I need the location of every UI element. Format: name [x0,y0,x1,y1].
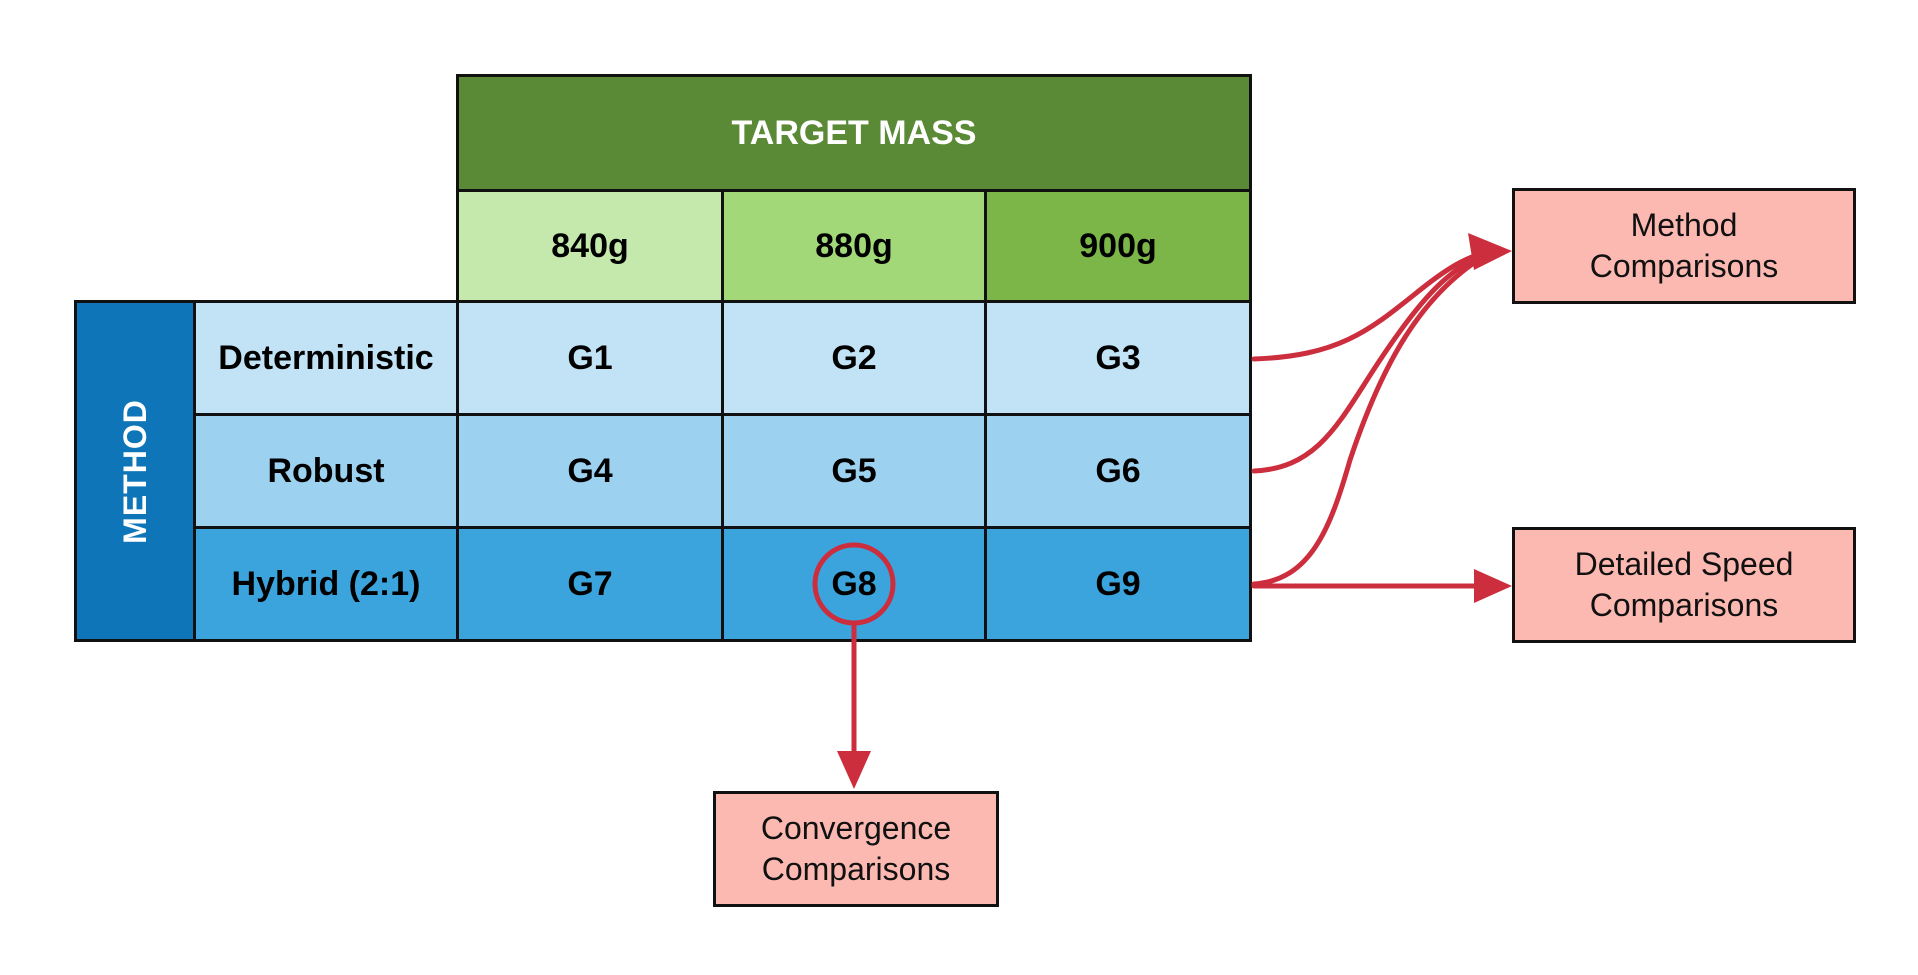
row-label-hybrid: Hybrid (2:1) [193,526,459,642]
cell-g7: G7 [456,526,724,642]
cell-g2: G2 [721,300,987,416]
column-header-900g: 900g [984,189,1252,303]
column-header-840g: 840g [456,189,724,303]
cell-g6: G6 [984,413,1252,529]
cell-g9: G9 [984,526,1252,642]
column-header-880g: 880g [721,189,987,303]
cell-g5: G5 [721,413,987,529]
row-label-robust: Robust [193,413,459,529]
cell-g8: G8 [721,526,987,642]
g8-highlight-circle [815,545,893,623]
cell-g1: G1 [456,300,724,416]
row-label-deterministic: Deterministic [193,300,459,416]
target-mass-label: TARGET MASS [731,113,977,152]
arrow-row2-to-method [1254,250,1495,471]
convergence-comparisons-box: Convergence Comparisons [713,791,999,907]
arrowhead-convergence [837,751,871,789]
arrowhead-speed [1474,569,1512,603]
method-label: METHOD [116,398,153,544]
arrow-row3-to-method [1254,250,1495,584]
detailed-speed-comparisons-box: Detailed Speed Comparisons [1512,527,1856,643]
cell-g3: G3 [984,300,1252,416]
method-comparisons-box: Method Comparisons [1512,188,1856,304]
cell-g4: G4 [456,413,724,529]
arrowhead-method [1468,233,1512,270]
